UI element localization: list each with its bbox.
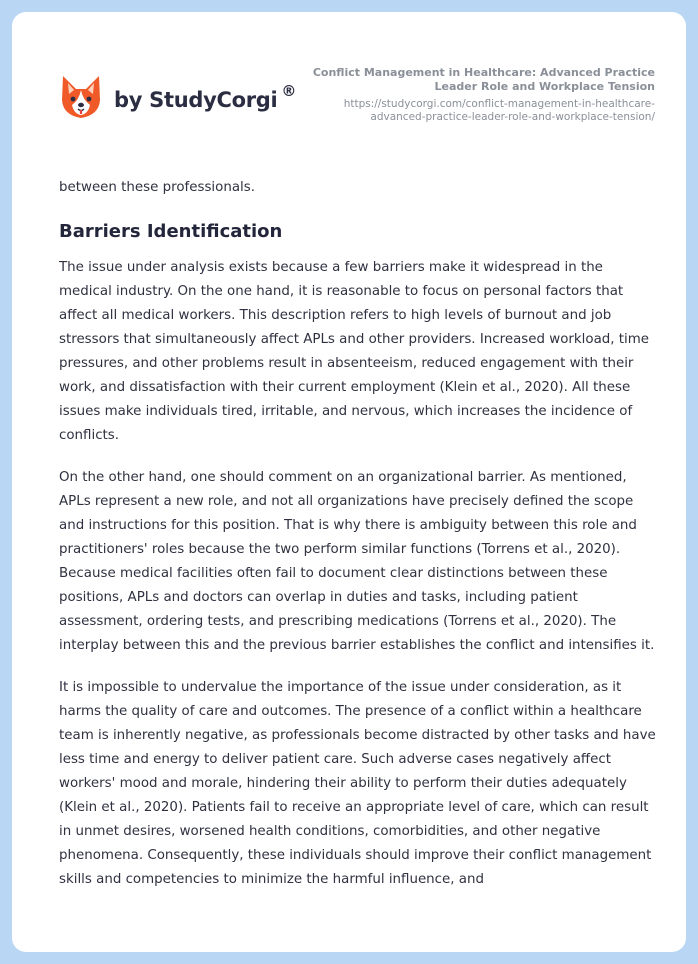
document-url[interactable]: https://studycorgi.com/conflict-management-in-healthcare-advanced-practice-leader-role-and-workplace-tension/	[343, 98, 655, 123]
paragraph: On the other hand, one should comment on an organizational barrier. As mentioned, APLs represent a new role, and not all organizations have precisely defined the scope and instructions for this position. That is why there is ambiguity between this role and practitioners' roles because the two perform similar functions (Torrens et al., 2020). Because medical facilities often fail to document clear distinctions between these positions, APLs and doctors can overlap in duties and tasks, including patient assessment, ordering tests, and prescribing medications (Torrens et al., 2020). The interplay between this and the previous barrier establishes the conflict and intensifies it.	[59, 470, 655, 653]
brand-name	[114, 82, 297, 112]
article-body	[59, 176, 659, 910]
document-meta	[295, 66, 655, 124]
section-heading: Barriers Identification	[59, 221, 283, 242]
page-header	[12, 12, 686, 162]
paragraph: The issue under analysis exists because a few barriers make it widespread in the medical industry. On the one hand, it is reasonable to focus on personal factors that affect all medical workers. This description refers to high levels of burnout and job stressors that simultaneously affect APLs and other providers. Increased workload, time pressures, and other problems result in absenteeism, reduced engagement with their work, and dissatisfaction with their current employment (Klein et al., 2020). All these issues make individuals tired, irritable, and nervous, which increases the incidence of conflicts.	[59, 260, 650, 443]
registered-mark: ®	[281, 82, 297, 100]
studycorgi-logo[interactable]	[60, 74, 296, 120]
document-page	[12, 12, 686, 952]
brand-text: by StudyCorgi	[114, 88, 278, 112]
lead-fragment: between these professionals.	[59, 180, 255, 195]
corgi-logo-icon	[60, 74, 102, 120]
document-title: Conflict Management in Healthcare: Advanced Practice Leader Role and Workplace Tension	[312, 66, 655, 93]
paragraph: It is impossible to undervalue the importance of the issue under consideration, as it harms the quality of care and outcomes. The presence of a conflict within a healthcare team is inherently negative, as professionals become distracted by other tasks and have less time and energy to deliver patient care. Such adverse cases negatively affect workers' mood and morale, hindering their ability to perform their duties adequately (Klein et al., 2020). Patients fail to receive an appropriate level of care, which can result in unmet desires, worsened health conditions, comorbidities, and other negative phenomena. Consequently, these individuals should improve their conflict management skills and competencies to minimize the harmful influence, and	[59, 680, 656, 887]
